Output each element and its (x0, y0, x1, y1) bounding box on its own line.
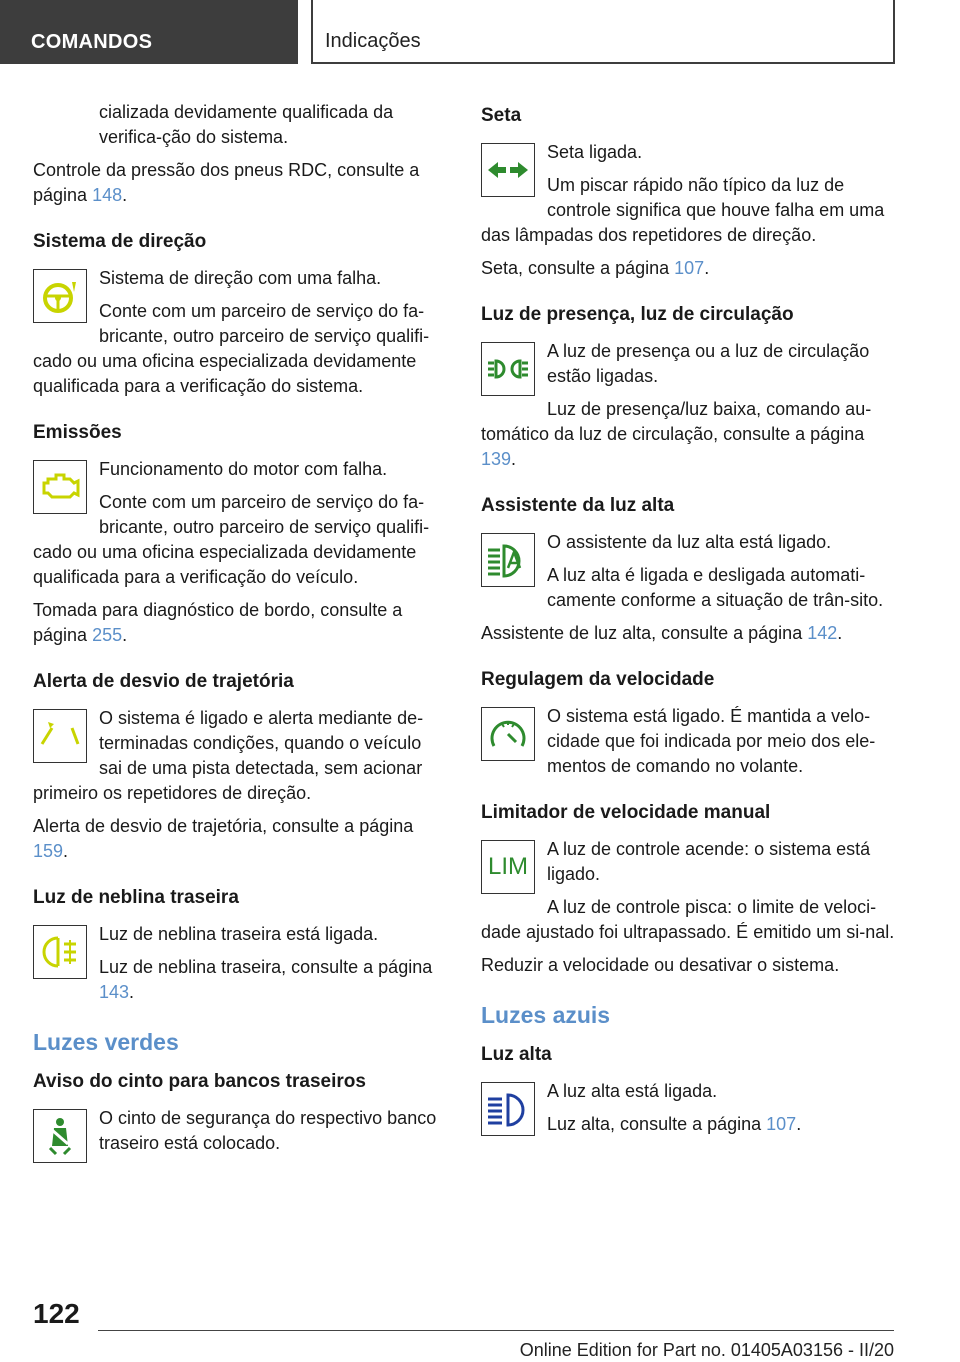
high-beam-assist-icon (481, 533, 535, 587)
page-link[interactable]: 139 (481, 449, 512, 469)
engine-icon (33, 460, 87, 514)
cruise-text-1: O sistema está ligado. É mantida a velo-cidade que foi indicada por meio dos ele-mentos de comando no volante. (547, 706, 876, 776)
seatbelt-text: O cinto de segurança do respectivo banco traseiro está colocado. (99, 1108, 437, 1153)
hba-reference: Assistente de luz alta, consulte a página 142. (481, 623, 843, 643)
emissions-title: Emissões (33, 422, 122, 443)
rear-fog-light-icon (33, 925, 87, 979)
speed-limiter-icon (481, 840, 535, 894)
page-link[interactable]: 159 (33, 841, 64, 861)
hba-text-1: O assistente da luz alta está ligado. (547, 532, 832, 552)
limiter-text-3: Reduzir a velocidade ou desativar o sistema. (481, 955, 840, 975)
turn-text-2: Um piscar rápido não típico da luz de controle significa que houve falha em uma das lâmpadas dos repetidores de direção. (481, 175, 885, 245)
turn-text-1: Seta ligada. (547, 142, 643, 162)
high-beam-entry (481, 1079, 895, 1137)
parking-text-2: Luz de presença/luz baixa, comando au-tomático da luz de circulação, consulte a página 139. (481, 399, 872, 469)
right-column (481, 100, 895, 1145)
steering-entry (33, 266, 447, 399)
lane-entry (33, 706, 447, 806)
fog-reference: Luz de neblina traseira, consulte a página 143. (99, 957, 433, 1002)
seatbelt-entry (33, 1106, 447, 1156)
page-link[interactable]: 148 (92, 185, 123, 205)
fog-text-1: Luz de neblina traseira está ligada. (99, 924, 379, 944)
high-beam-title: Luz alta (481, 1044, 552, 1065)
hba-title: Assistente da luz alta (481, 495, 675, 516)
rdc-reference: Controle da pressão dos pneus RDC, consulte a página 148. (33, 160, 420, 205)
parking-title: Luz de presença, luz de circulação (481, 304, 794, 325)
section-tab (0, 0, 298, 64)
chapter-label: Indicações (325, 30, 421, 52)
page-link[interactable]: 255 (92, 625, 123, 645)
lane-title: Alerta de desvio de trajetória (33, 671, 294, 692)
page-link[interactable]: 107 (674, 258, 705, 278)
parking-text-1: A luz de presença ou a luz de circulação estão ligadas. (547, 341, 870, 386)
seatbelt-title: Aviso do cinto para bancos traseiros (33, 1071, 366, 1092)
chapter-header (311, 0, 895, 64)
hba-text-2: A luz alta é ligada e desligada automati-camente conforme a situação de trân-sito. (547, 565, 884, 610)
continuation-text: cializada devidamente qualificada da verifica-ção do sistema. (99, 102, 394, 147)
limiter-title: Limitador de velocidade manual (481, 802, 771, 823)
footer-rule (98, 1330, 894, 1331)
limiter-text-2: A luz de controle pisca: o limite de veloci-dade ajustado foi ultrapassado. É emitido um si-nal. (481, 897, 895, 942)
parking-light-icon (481, 342, 535, 396)
page-link[interactable]: 143 (99, 982, 130, 1002)
turn-title: Seta (481, 105, 522, 126)
turn-reference: Seta, consulte a página 107. (481, 258, 710, 278)
seatbelt-icon (33, 1109, 87, 1163)
lane-departure-icon (33, 709, 87, 763)
fog-entry (33, 922, 447, 1005)
blue-lights-heading: Luzes azuis (481, 1002, 611, 1028)
steering-wheel-warning-icon (33, 269, 87, 323)
emissions-text-1: Funcionamento do motor com falha. (99, 459, 388, 479)
hba-entry (481, 530, 895, 613)
emissions-entry (33, 457, 447, 590)
high-beam-icon (481, 1082, 535, 1136)
turn-signal-icon (481, 143, 535, 197)
diagnosis-reference: Tomada para diagnóstico de bordo, consulte a página 255. (33, 600, 403, 645)
limiter-text-1: A luz de controle acende: o sistema está ligado. (547, 839, 871, 884)
lane-reference: Alerta de desvio de trajetória, consulte a página 159. (33, 816, 414, 861)
steering-text-1: Sistema de direção com uma falha. (99, 268, 382, 288)
page-link[interactable]: 142 (807, 623, 838, 643)
page-number: 122 (33, 1298, 80, 1329)
high-beam-text-1: A luz alta está ligada. (547, 1081, 718, 1101)
lim-icon-text: LIM (487, 853, 528, 880)
steering-text-2: Conte com um parceiro de serviço do fa-bricante, outro parceiro de serviço qualifi-cado ou uma oficina especializada devidamente qualificada para a verificação do sistema. (33, 301, 430, 396)
lane-text-1: O sistema é ligado e alerta mediante de-terminadas condições, quando o veículo sai de uma pista detectada, sem acionar primeiro os repetidores de direção. (33, 708, 424, 803)
cruise-entry (481, 704, 895, 779)
cruise-title: Regulagem da velocidade (481, 669, 715, 690)
edition-footer: Online Edition for Part no. 01405A03156 - II/20 (519, 1340, 894, 1360)
section-label: COMANDOS (31, 31, 153, 53)
high-beam-reference: Luz alta, consulte a página 107. (547, 1114, 802, 1134)
left-column (33, 100, 447, 1167)
parking-entry (481, 339, 895, 472)
limiter-entry (481, 837, 895, 945)
green-lights-heading: Luzes verdes (33, 1029, 179, 1055)
fog-title: Luz de neblina traseira (33, 887, 239, 908)
turn-entry (481, 140, 895, 248)
steering-title: Sistema de direção (33, 231, 207, 252)
page-link[interactable]: 107 (766, 1114, 797, 1134)
cruise-control-icon (481, 707, 535, 761)
emissions-text-2: Conte com um parceiro de serviço do fa-bricante, outro parceiro de serviço qualifi-cado ou uma oficina especializada devidamente qualificada para a verificação do veículo. (33, 492, 430, 587)
